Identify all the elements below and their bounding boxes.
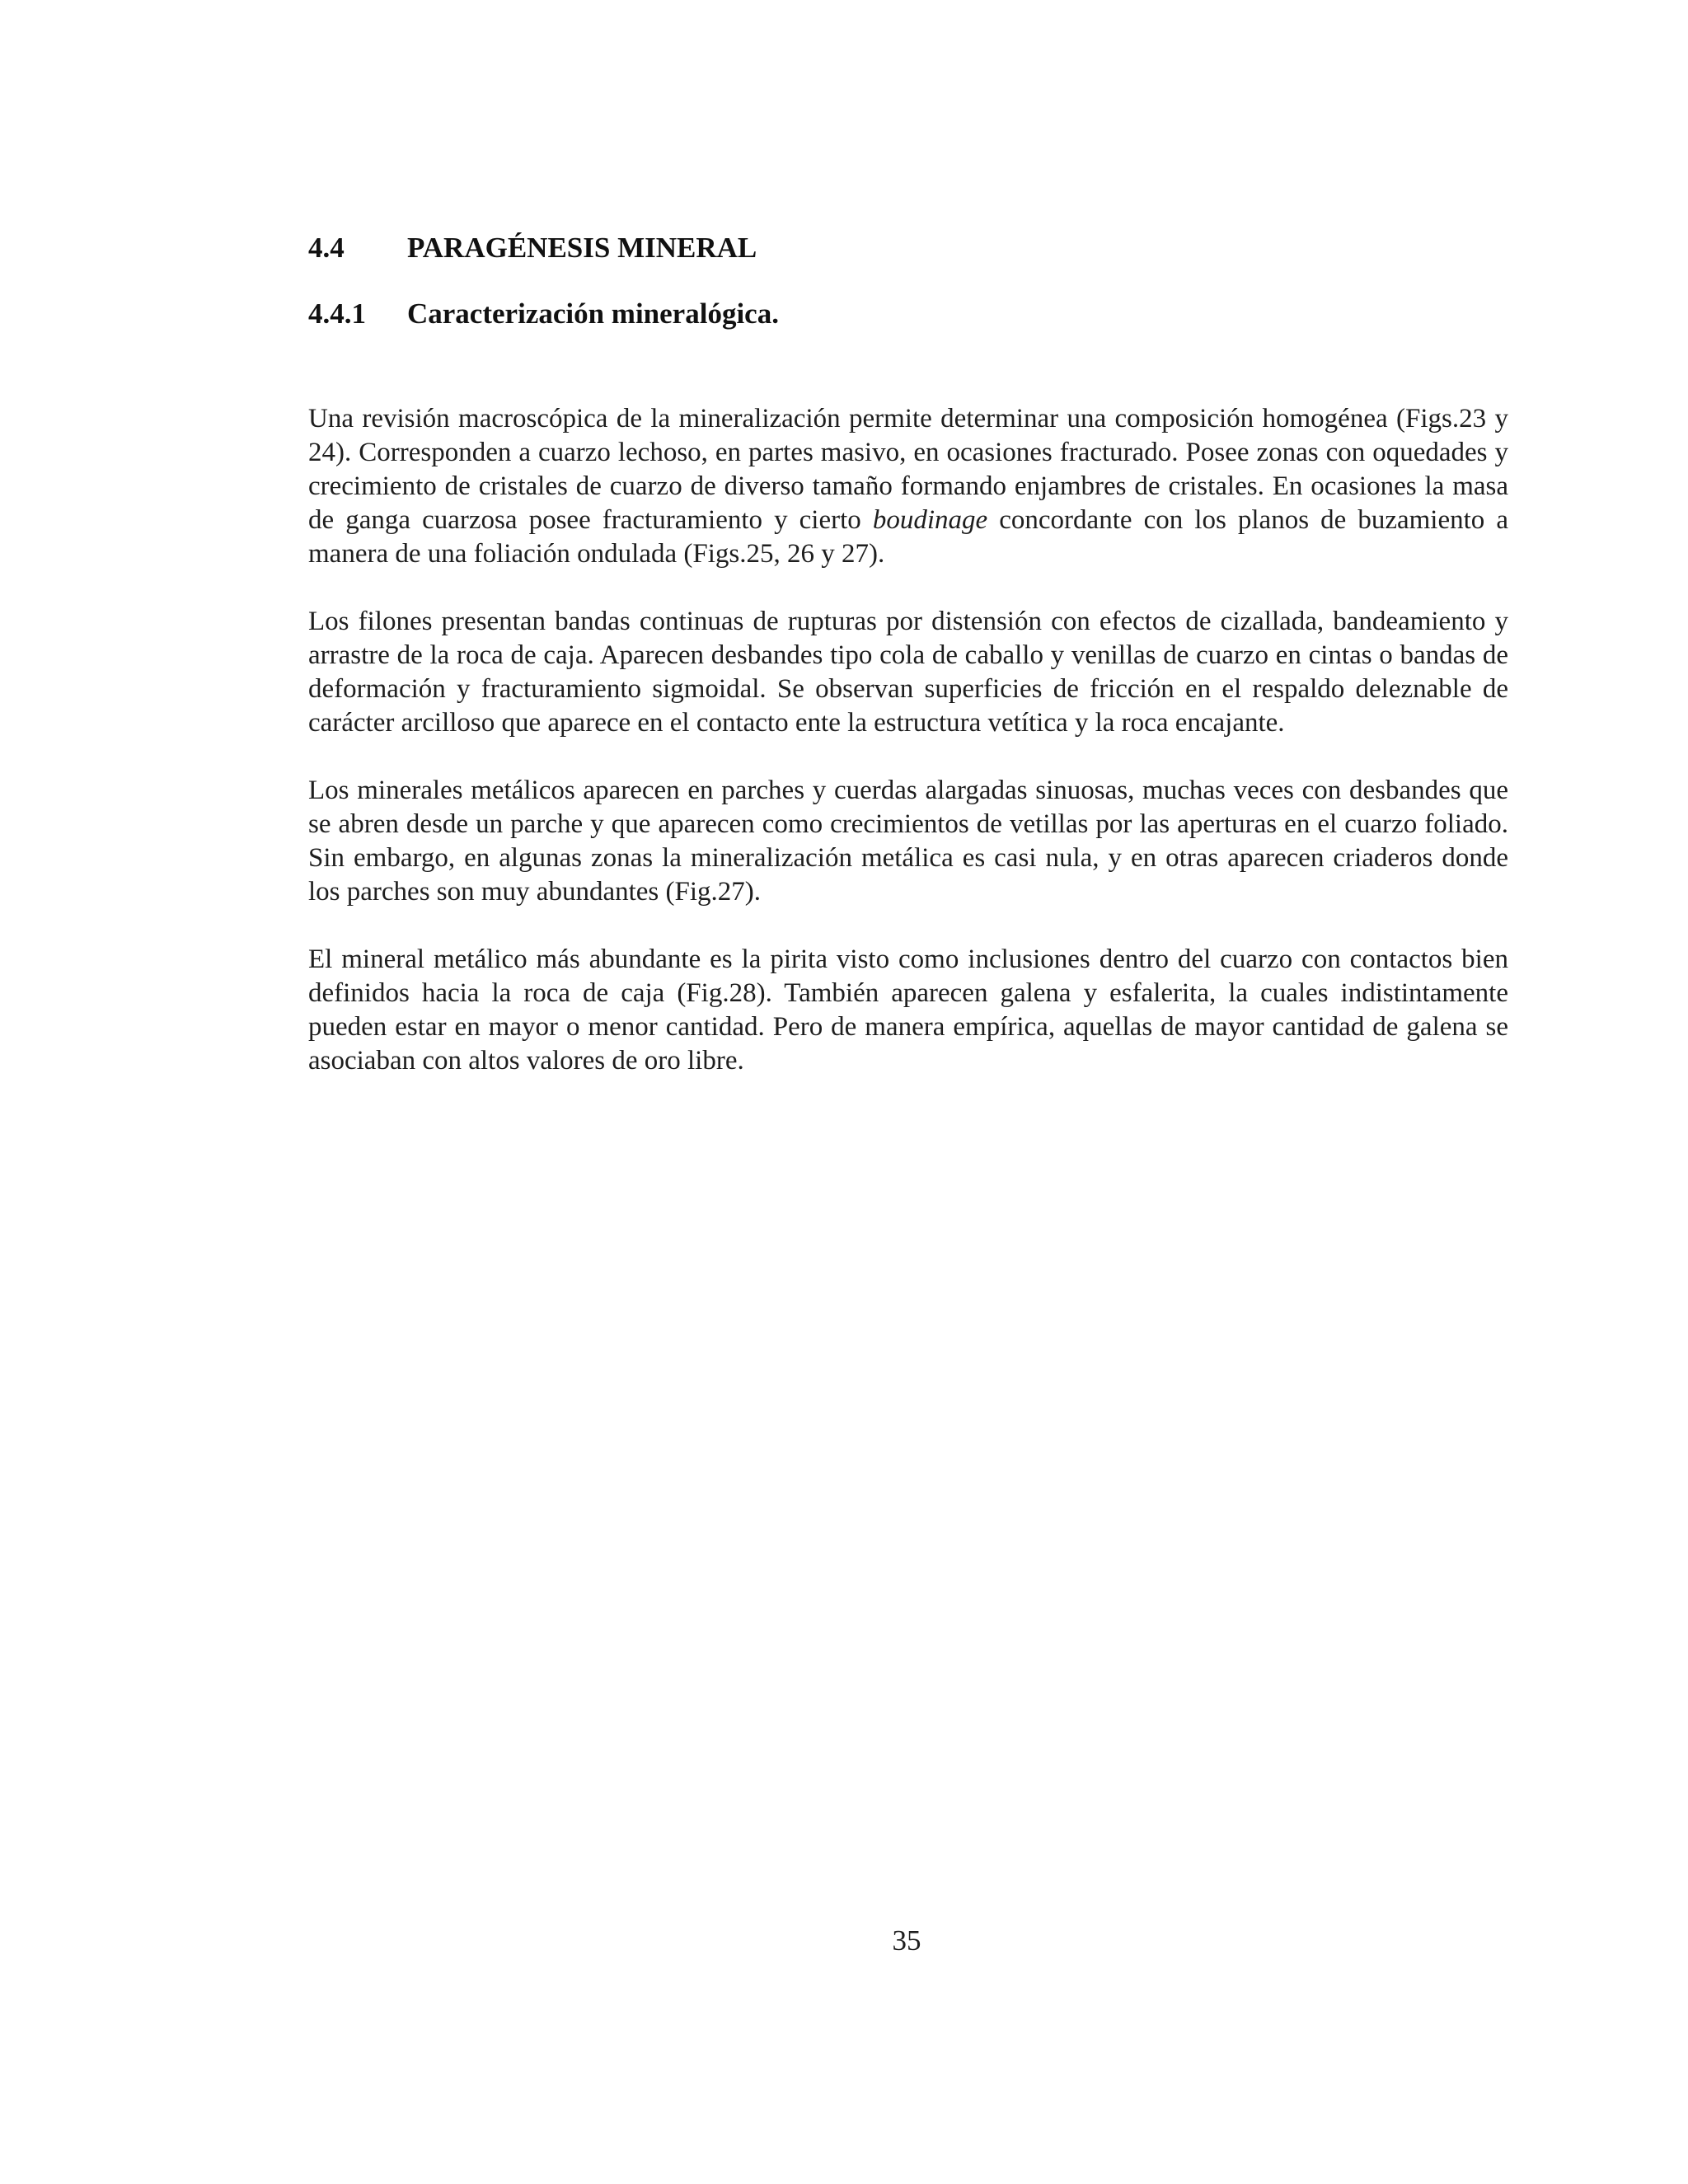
paragraph-4: El mineral metálico más abundante es la pirita visto como inclusiones dentro del cuarzo con contactos bien definidos hacia la roca de caja (Fig.28). También aparecen galena y esfalerita, la cuales indistintamente pueden estar en mayor o menor cantidad. Pero de manera empírica, aquellas de mayor cantidad de galena se asociaban con altos valores de oro libre. [308,944,1508,1076]
paragraph-1-text-start: Una revisión macroscópica de la mineralización permite determinar una composición homogénea (Figs.23 y 24). Corresponden a cuarzo lechoso, en partes masivo, en ocasiones fracturado. Posee zonas con oquedades y crecimiento de cristales de cuarzo de diverso tamaño formando enjambres de cristales. En ocasiones la masa de ganga cuarzosa posee fracturamiento y cierto [308,404,1508,535]
body-text [308,402,1508,1078]
subsection-number: 4.4.1 [308,298,366,330]
paragraph-2: Los filones presentan bandas continuas de rupturas por distensión con efectos de cizallada, bandeamiento y arrastre de la roca de caja. Aparecen desbandes tipo cola de caballo y venillas de cuarzo en cintas o bandas de deformación y fracturamiento sigmoidal. Se observan superficies de fricción en el respaldo deleznable de carácter arcilloso que aparece en el contacto ente la estructura vetítica y la roca encajante. [308,607,1508,738]
subsection-heading [308,297,779,331]
paragraph-3: Los minerales metálicos aparecen en parches y cuerdas alargadas sinuosas, muchas veces con desbandes que se abren desde un parche y que aparecen como crecimientos de vetillas por las aperturas en el cuarzo foliado. Sin embargo, en algunas zonas la mineralización metálica es casi nula, y en otras aparecen criaderos donde los parches son muy abundantes (Fig.27). [308,776,1508,907]
section-number: 4.4 [308,232,345,264]
subsection-title: Caracterización mineralógica. [407,298,779,330]
paragraph-1-text-end: concordante con los planos de buzamiento a manera de una foliación ondulada (Figs.25, 26 y 27). [308,505,1508,569]
italic-term-boudinage: boudinage [872,505,988,535]
paragraph-1 [308,402,1508,571]
page-number: 35 [892,1924,921,1957]
section-heading [308,231,757,265]
section-title: PARAGÉNESIS MINERAL [407,232,757,264]
